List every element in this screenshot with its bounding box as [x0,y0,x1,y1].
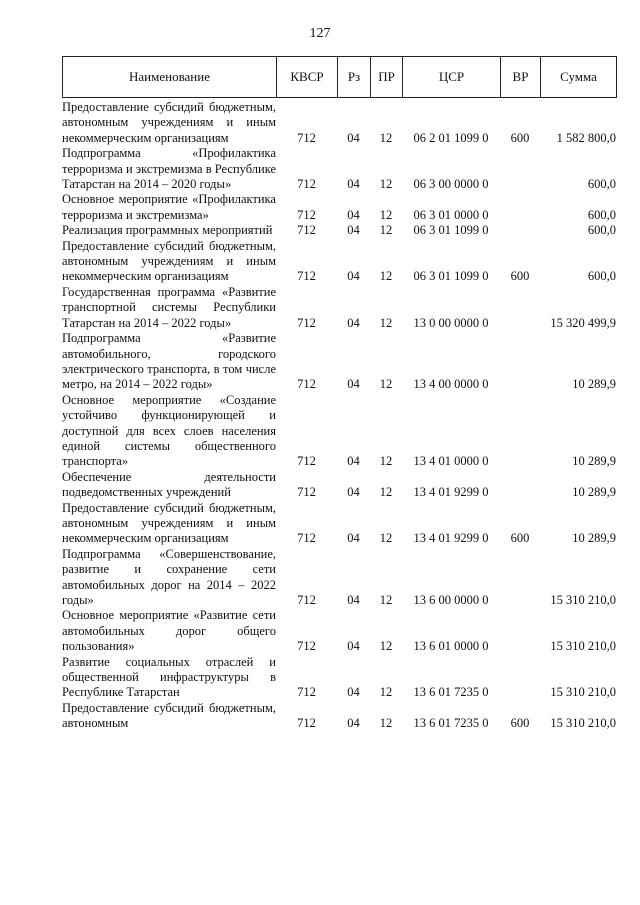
row-kvsr: 712 [297,177,316,192]
row-kvsr: 712 [297,639,316,654]
row-sum: 600,0 [587,177,616,192]
table-body [62,100,616,732]
page-number: 127 [309,26,331,41]
row-rz: 04 [347,685,360,700]
row-sum: 15 310 210,0 [550,685,616,700]
column-header-vr: ВР [501,57,541,98]
column-header-csr: ЦСР [403,57,501,98]
row-kvsr: 712 [297,531,316,546]
column-header-sum: Сумма [541,57,617,98]
row-name: Основное мероприятие «Профилактика терроризма и экстремизма» [62,192,276,222]
row-kvsr: 712 [297,130,316,145]
row-sum: 15 310 210,0 [550,593,616,607]
table-row [62,501,616,547]
table-row [62,285,616,331]
row-pr: 12 [379,685,393,700]
row-name: Предоставление субсидий бюджетным, автономным учреждениям и иным некоммерческим организациям [62,100,276,145]
row-rz: 04 [347,454,360,469]
row-rz: 04 [347,315,360,330]
row-csr: 06 3 01 0000 0 [413,207,489,222]
table-row [62,192,616,223]
row-name: Подпрограмма «Совершенствование, развитие и сохранение сети автомобильных дорог на 2014 – 2022 годы» [62,546,276,607]
row-pr: 12 [379,485,393,500]
row-kvsr: 712 [297,223,316,238]
row-name: Предоставление субсидий бюджетным, автономным учреждениям и иным некоммерческим организациям [62,238,276,284]
row-vr: 600 [510,269,530,284]
row-pr: 12 [379,223,393,238]
table-header [62,56,617,98]
row-rz: 04 [347,531,360,546]
column-header-pr: ПР [371,57,403,98]
row-sum: 10 289,9 [572,377,616,392]
row-kvsr: 712 [297,269,316,284]
row-rz: 04 [347,485,360,500]
row-csr: 13 6 00 0000 0 [413,593,489,607]
row-name: Реализация программных мероприятий [62,223,273,238]
row-sum: 10 289,9 [572,454,616,469]
row-kvsr: 712 [297,315,316,330]
row-rz: 04 [347,130,360,145]
row-pr: 12 [379,716,393,731]
row-vr: 600 [510,716,530,731]
table-row [62,393,616,470]
row-name: Подпрограмма «Развитие автомобильного, городского электрического транспорта, в том числе метро, на 2014 – 2022 годы» [62,331,276,392]
row-sum: 15 320 499,9 [550,315,616,330]
table-row [62,239,616,285]
row-rz: 04 [347,639,360,654]
row-pr: 12 [379,315,393,330]
row-sum: 15 310 210,0 [550,716,616,731]
row-kvsr: 712 [297,716,316,731]
row-pr: 12 [379,207,393,222]
row-csr: 06 3 01 1099 0 [413,269,489,284]
row-name: Государственная программа «Развитие транспортной системы Республики Татарстан на 2014 – 2022 годы» [62,284,276,330]
row-sum: 10 289,9 [572,531,616,546]
row-pr: 12 [379,531,393,546]
row-pr: 12 [379,454,393,469]
row-sum: 15 310 210,0 [550,639,616,654]
row-rz: 04 [347,177,360,192]
row-rz: 04 [347,377,360,392]
row-pr: 12 [379,377,393,392]
row-name: Обеспечение деятельности подведомственных учреждений [62,469,276,500]
row-sum: 600,0 [587,223,616,238]
row-kvsr: 712 [297,593,316,607]
row-pr: 12 [379,177,393,192]
row-csr: 13 4 01 0000 0 [413,454,489,469]
table-row [62,100,616,146]
row-sum: 10 289,9 [572,485,616,500]
row-csr: 13 4 01 9299 0 [413,485,489,500]
table-row [62,701,616,732]
table-row [62,331,616,393]
row-rz: 04 [347,223,360,238]
table-row [62,608,616,654]
row-kvsr: 712 [297,207,316,222]
table-row [62,146,616,192]
row-name: Развитие социальных отраслей и общественной инфраструктуры в Республике Татарстан [62,654,276,700]
row-csr: 13 4 00 0000 0 [413,377,489,392]
row-csr: 13 6 01 0000 0 [413,639,489,654]
row-rz: 04 [347,207,360,222]
row-csr: 06 3 01 1099 0 [413,223,489,238]
row-name: Предоставление субсидий бюджетным, автономным учреждениям и иным некоммерческим организациям [62,500,276,546]
table-row [62,223,616,238]
column-header-name: Наименование [63,57,277,98]
row-csr: 13 0 00 0000 0 [413,315,489,330]
row-rz: 04 [347,269,360,284]
row-name: Основное мероприятие «Создание устойчиво функционирующей и доступной для всех слоев населения единой системы общественного транспорта» [62,392,276,469]
row-pr: 12 [379,639,393,654]
row-name: Подпрограмма «Профилактика терроризма и экстремизма в Республике Татарстан на 2014 – 2020 годы» [62,146,277,192]
row-csr: 13 6 01 7235 0 [413,685,489,700]
row-pr: 12 [379,269,393,284]
table-row [62,655,616,701]
row-vr: 600 [510,130,530,145]
column-header-kvsr: КВСР [277,57,338,98]
table-row [62,470,616,501]
row-sum: 600,0 [587,269,616,284]
row-rz: 04 [347,593,360,607]
row-name: Основное мероприятие «Развитие сети автомобильных дорог общего пользования» [62,608,276,654]
row-kvsr: 712 [297,377,316,392]
row-kvsr: 712 [297,485,316,500]
row-csr: 13 6 01 7235 0 [413,716,489,731]
row-kvsr: 712 [297,685,316,700]
row-sum: 1 582 800,0 [556,130,616,145]
row-csr: 06 3 00 0000 0 [413,177,489,192]
row-name: Предоставление субсидий бюджетным, автономным [62,700,276,731]
table-row [62,547,616,609]
row-vr: 600 [510,531,530,546]
row-pr: 12 [379,130,393,145]
column-header-rz: Рз [338,57,371,98]
row-sum: 600,0 [587,207,616,222]
row-csr: 06 2 01 1099 0 [413,130,489,145]
row-pr: 12 [379,593,393,607]
row-kvsr: 712 [297,454,316,469]
row-rz: 04 [347,716,360,731]
row-csr: 13 4 01 9299 0 [413,531,489,546]
